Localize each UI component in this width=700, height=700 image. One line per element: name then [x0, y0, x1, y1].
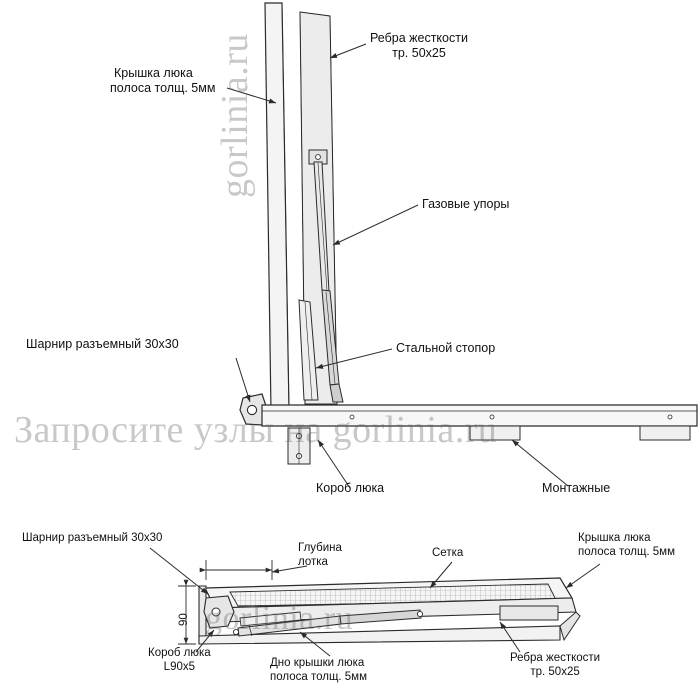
- label-hatch-box-bottom: [148, 646, 211, 674]
- label-tray-depth-line1: Глубина: [298, 542, 342, 554]
- lower-bracket: [288, 428, 310, 464]
- label-steel-stopper: Стальной стопор: [396, 341, 496, 355]
- watermark-main: Запросите узлы на gorlinia.ru: [14, 409, 498, 451]
- label-cover-bottom-line1: Дно крышки люка: [270, 657, 365, 669]
- hatch-box-frame: [262, 405, 697, 426]
- watermark-vertical: gorlinia.ru: [214, 33, 256, 198]
- label-hatch-box-top: Короб люка: [316, 481, 385, 495]
- tray-depth-dimension-value: 90: [178, 613, 190, 626]
- label-ribs-bottom-line2: тр. 50х25: [530, 666, 580, 678]
- label-ribs-top-line1: Ребра жесткости: [370, 31, 468, 45]
- label-tray-depth-line2: лотка: [298, 556, 328, 568]
- label-cover-bottom: [270, 656, 367, 684]
- label-tray-depth: [298, 541, 342, 569]
- label-hatch-box-bottom-line2: L90х5: [163, 661, 196, 673]
- label-hatch-box-bottom-line1: Короб люка: [148, 647, 211, 659]
- label-gas-struts: Газовые упоры: [422, 197, 510, 211]
- label-ribs-top-line2: тр. 50х25: [392, 46, 446, 60]
- top-view-geometry: [240, 3, 697, 464]
- label-hinge-bottom: Шарнир разъемный 30х30: [22, 532, 163, 544]
- label-hatch-cover-bottom: [578, 531, 675, 559]
- mounting-plates: [470, 426, 690, 440]
- hinge-assembly-bottom: [204, 596, 234, 628]
- label-ribs-bottom-line1: Ребра жесткости: [510, 652, 601, 664]
- watermark-bottom: gorlinia.ru: [205, 600, 354, 637]
- label-ribs-top: [370, 31, 468, 61]
- label-hatch-cover-top: [110, 66, 215, 96]
- hatch-cover-plate: [265, 3, 289, 412]
- label-mesh: Сетка: [432, 547, 464, 559]
- label-hatch-cover-top-line1: Крышка люка: [114, 66, 193, 80]
- label-hatch-cover-bottom-line2: полоса толщ. 5мм: [578, 546, 675, 558]
- stiffening-rib-bottom: [500, 606, 558, 620]
- label-hatch-cover-top-line2: полоса толщ. 5мм: [110, 81, 216, 95]
- label-ribs-bottom: [510, 651, 600, 679]
- label-cover-bottom-line2: полоса толщ. 5мм: [270, 671, 367, 683]
- bottom-view-geometry: [178, 560, 580, 644]
- label-hinge-top: Шарнир разъемный 30х30: [26, 337, 179, 351]
- label-hatch-cover-bottom-line1: Крышка люка: [578, 532, 651, 544]
- label-mounting: Монтажные: [542, 481, 611, 495]
